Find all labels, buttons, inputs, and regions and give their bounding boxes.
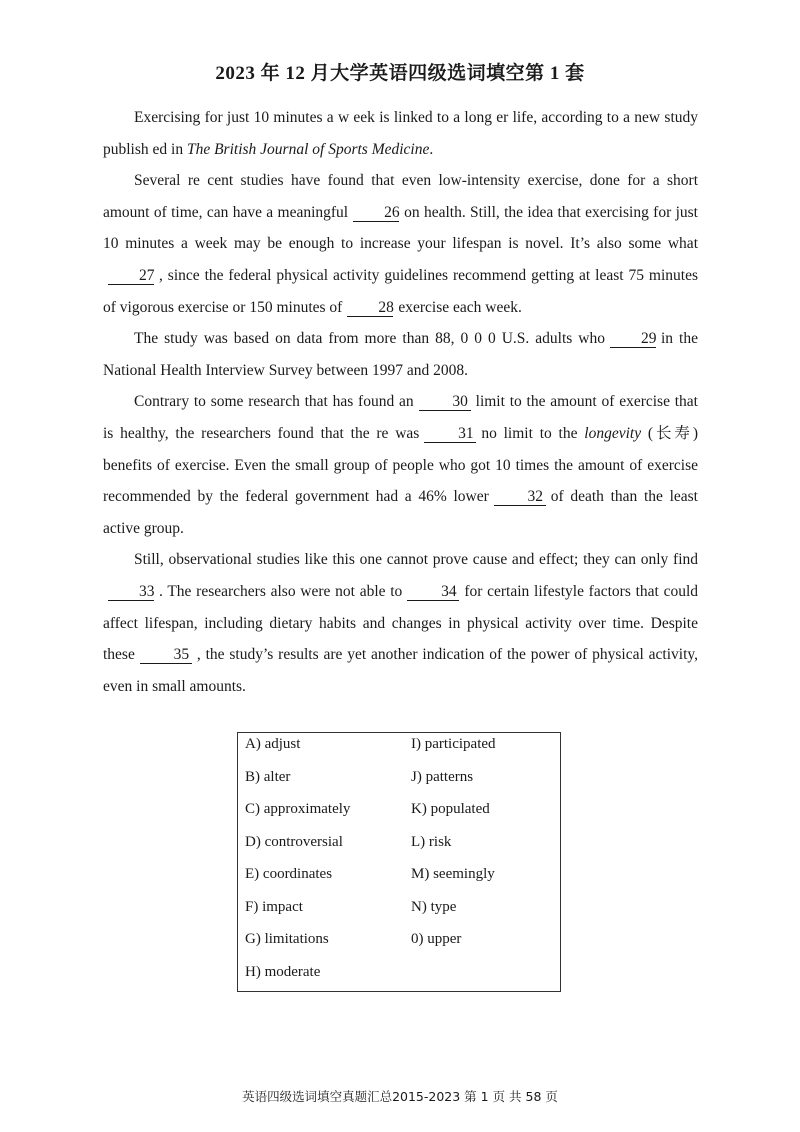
option-item: H) moderate xyxy=(245,963,321,980)
passage xyxy=(103,102,698,702)
text: for certain lifestyle factors that could affect lifespan, including dietary habits and changes in physical activity over time. Despite these xyxy=(103,582,699,664)
text: . The researchers also were not able to xyxy=(159,582,403,600)
blank-29[interactable]: 29 xyxy=(610,331,656,348)
option-item: F) impact xyxy=(245,898,303,915)
option-item: 0) upper xyxy=(411,931,462,947)
option-item: A) adjust xyxy=(245,736,301,752)
option-item: J) patterns xyxy=(411,768,474,785)
text: limit to the amount of exercise that is healthy, the researchers found that the re was xyxy=(103,393,698,442)
blank-27[interactable]: 27 xyxy=(108,268,154,285)
text: exercise each week. xyxy=(398,298,522,316)
page-title: 2023 年 12 月大学英语四级选词填空第 1 套 xyxy=(215,63,585,84)
blank-31[interactable]: 31 xyxy=(424,426,476,443)
option-item: G) limitations xyxy=(245,931,329,947)
text: Several re cent studies have found that even low-intensity exercise, done for a short amount of time, can have a meaningful xyxy=(103,172,698,221)
text: , the study’s results are yet another indication of the power of physical activity, even in small amounts. xyxy=(103,646,698,695)
text: Contrary to some research that has found an xyxy=(134,393,414,411)
text: no limit to the xyxy=(481,424,578,442)
longevity-term: longevity xyxy=(584,424,642,442)
blank-35[interactable]: 35 xyxy=(140,647,192,664)
option-item: C) approximately xyxy=(245,801,351,817)
option-item: M) seemingly xyxy=(411,866,495,882)
paragraph-5 xyxy=(103,544,698,702)
text: . xyxy=(429,140,434,158)
blank-34[interactable]: 34 xyxy=(407,584,459,601)
option-item: I) participated xyxy=(411,736,496,752)
paragraph-2 xyxy=(103,165,698,323)
text: Still, observational studies like this one cannot prove cause and effect; they can only find xyxy=(134,551,698,569)
paragraph-4 xyxy=(103,386,698,544)
word-bank-left-column xyxy=(245,733,350,993)
word-bank-right-column xyxy=(411,733,496,961)
option-item: L) risk xyxy=(411,833,452,850)
journal-name: The British Journal of Sports Medicine xyxy=(186,140,430,158)
text: , since the federal physical activity guidelines recommend getting at least 75 minutes of vigorous exercise or 150 minutes of xyxy=(103,266,698,316)
blank-28[interactable]: 28 xyxy=(347,300,393,317)
option-item: E) coordinates xyxy=(245,866,333,882)
blank-26[interactable]: 26 xyxy=(353,205,399,222)
option-item: B) alter xyxy=(245,768,291,785)
option-item: N) type xyxy=(411,898,457,915)
text: of death than the least active group. xyxy=(103,488,698,537)
text: on health. Still, the idea that exercising for just 10 minutes a week may be enough to increase your lifespan is novel. It’s also some what xyxy=(103,203,698,253)
text: in the National Health Interview Survey between 1997 and 2008. xyxy=(103,330,698,379)
option-item: D) controversial xyxy=(245,833,343,850)
text: Exercising for just 10 minutes a w eek is linked to a long er life, according to a new study publish ed in xyxy=(103,109,698,158)
paragraph-1 xyxy=(103,102,698,165)
blank-30[interactable]: 30 xyxy=(419,394,471,411)
text: (长寿) benefits of exercise. Even the small group of people who got 10 times the amount of exercise recommended by the federal government had a 46% lower xyxy=(103,424,698,506)
blank-33[interactable]: 33 xyxy=(108,584,154,601)
paragraph-3 xyxy=(103,323,698,386)
word-bank xyxy=(237,732,561,992)
option-item: K) populated xyxy=(411,801,490,817)
blank-32[interactable]: 32 xyxy=(494,489,546,506)
page-footer: 英语四级选词填空真题汇总2015-2023 第 1 页 共 58 页 xyxy=(242,1089,558,1104)
text: The study was based on data from more than 88, 0 0 0 U.S. adults who xyxy=(134,330,605,348)
